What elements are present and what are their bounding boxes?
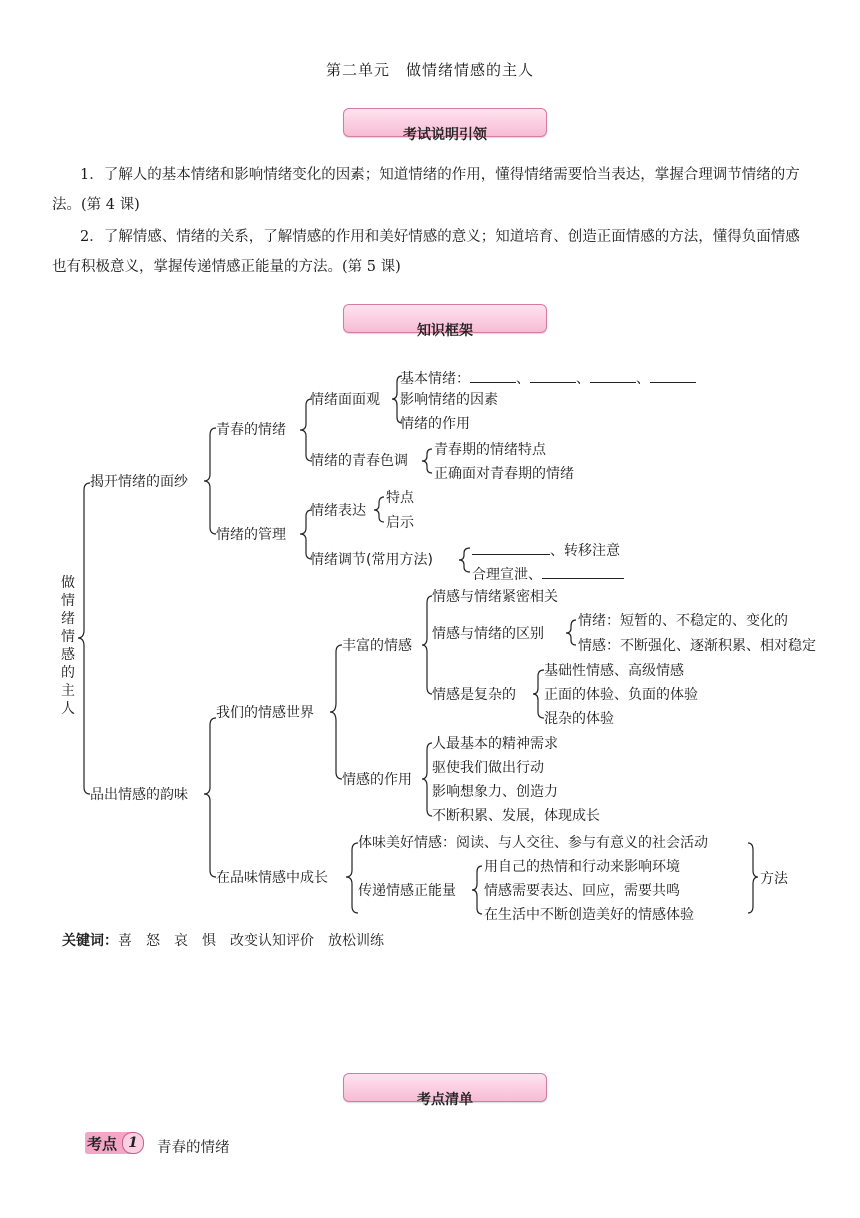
node-zhengque-miandui: 正确面对青春期的情绪: [434, 466, 574, 482]
node-chuandi-1: 用自己的热情和行动来影响环境: [484, 859, 680, 875]
node-jiekai-qingxu: 揭开情绪的面纱: [90, 474, 188, 490]
heli-label: 合理宣泄、: [472, 567, 542, 583]
node-qingchun-qingxu: 青春的情绪: [216, 422, 286, 438]
fill-blank-1[interactable]: [470, 368, 516, 383]
node-yingxiang-yinsu: 影响情绪的因素: [400, 392, 498, 408]
fill-blank-5[interactable]: [472, 540, 550, 555]
node-zuoyong-2: 驱使我们做出行动: [432, 760, 544, 776]
node-pinchu-qinggan: 品出情感的韵味: [90, 787, 188, 803]
fill-blank-6[interactable]: [542, 564, 624, 579]
keyword-item: 改变认知评价: [230, 933, 314, 949]
section-banner-points: [343, 1073, 547, 1108]
node-fuza: 情感是复杂的: [432, 687, 516, 703]
node-fangfa: 方法: [760, 871, 788, 887]
node-fengfu-qinggan: 丰富的情感: [342, 638, 412, 654]
jiben-qingxu-label: 基本情绪：: [400, 371, 470, 387]
node-qingxu-biaoda: 情绪表达: [310, 503, 366, 519]
node-qingxu-tiaojie: 情绪调节(常用方法): [310, 552, 433, 568]
kaodian-title: 青春的情绪: [157, 1140, 230, 1156]
keyword-item: 怒: [146, 933, 160, 949]
kaodian-label: 考点: [87, 1135, 118, 1153]
separator: 、: [516, 371, 530, 387]
keywords-label: 关键词：: [62, 933, 118, 949]
keyword-item: 哀: [174, 933, 188, 949]
node-zuoyong-3: 影响想象力、创造力: [432, 784, 558, 800]
node-zuoyong-4: 不断积累、发展，体现成长: [432, 808, 600, 824]
keyword-item: 惧: [202, 933, 216, 949]
node-women-qinggan: 我们的情感世界: [216, 705, 314, 721]
node-qingchun-secai: 情绪的青春色调: [310, 453, 408, 469]
node-tiaojie-fangfa-2: [472, 564, 624, 584]
node-chuandi-3: 在生活中不断创造美好的情感体验: [484, 907, 694, 923]
unit-title: 第二单元 做情绪情感的主人: [325, 61, 534, 79]
kaodian-badge: [85, 1132, 141, 1154]
zhuanyi-label: 、转移注意: [550, 543, 620, 559]
node-qingxu-guanli: 情绪的管理: [216, 527, 286, 543]
node-tedian: 特点: [386, 490, 414, 506]
node-fuza-1: 基础性情感、高级情感: [544, 663, 684, 679]
separator: 、: [636, 371, 650, 387]
node-fuza-2: 正面的体验、负面的体验: [544, 687, 698, 703]
keyword-item: 喜: [118, 933, 132, 949]
node-jinmi-xiangguan: 情感与情绪紧密相关: [432, 589, 558, 605]
keywords-line: [62, 930, 398, 950]
fill-blank-2[interactable]: [530, 368, 576, 383]
node-chuandi: 传递情感正能量: [358, 883, 456, 899]
node-qcq-tedian: 青春期的情绪特点: [434, 442, 546, 458]
fill-blank-3[interactable]: [590, 368, 636, 383]
node-qingxu-zuoyong: 情绪的作用: [400, 416, 470, 432]
separator: 、: [576, 371, 590, 387]
kaodian-number: 1: [122, 1132, 144, 1154]
keyword-item: 放松训练: [328, 933, 384, 949]
node-pinwei-chengzhang: 在品味情感中成长: [216, 870, 328, 886]
mindmap-root: 做 情 绪 情 感 的 主 人: [61, 575, 75, 717]
node-jiben-qingxu: [400, 368, 696, 388]
section-title-exam: 考试说明引领: [403, 127, 487, 143]
fill-blank-4[interactable]: [650, 368, 696, 383]
node-qubie-qingxu: 情绪：短暂的、不稳定的、变化的: [578, 613, 788, 629]
exam-item-2: 2．了解情感、情绪的关系，了解情感的作用和美好情感的意义；知道培育、创造正面情感的方法，懂得负面情感也有积极意义，掌握传递情感正能量的方法。(第 5 课): [52, 229, 800, 275]
node-zuoyong-1: 人最基本的精神需求: [432, 736, 558, 752]
node-tiaojie-fangfa-1: [472, 540, 620, 560]
section-title-framework: 知识框架: [417, 323, 473, 339]
node-qishi: 启示: [386, 515, 414, 531]
node-qubie: 情感与情绪的区别: [432, 626, 544, 642]
node-tiwei: 体味美好情感：阅读、与人交往、参与有意义的社会活动: [358, 835, 708, 851]
node-qinggan-zuoyong: 情感的作用: [342, 772, 412, 788]
node-fuza-3: 混杂的体验: [544, 711, 614, 727]
section-title-points: 考点清单: [417, 1092, 473, 1108]
exam-item-1: 1．了解人的基本情绪和影响情绪变化的因素；知道情绪的作用，懂得情绪需要恰当表达，掌握合理调节情绪的方法。(第 4 课): [52, 167, 800, 213]
node-qubie-qinggan: 情感：不断强化、逐渐积累、相对稳定: [578, 638, 816, 654]
node-mianmianguan: 情绪面面观: [310, 392, 380, 408]
node-chuandi-2: 情感需要表达、回应，需要共鸣: [484, 883, 680, 899]
